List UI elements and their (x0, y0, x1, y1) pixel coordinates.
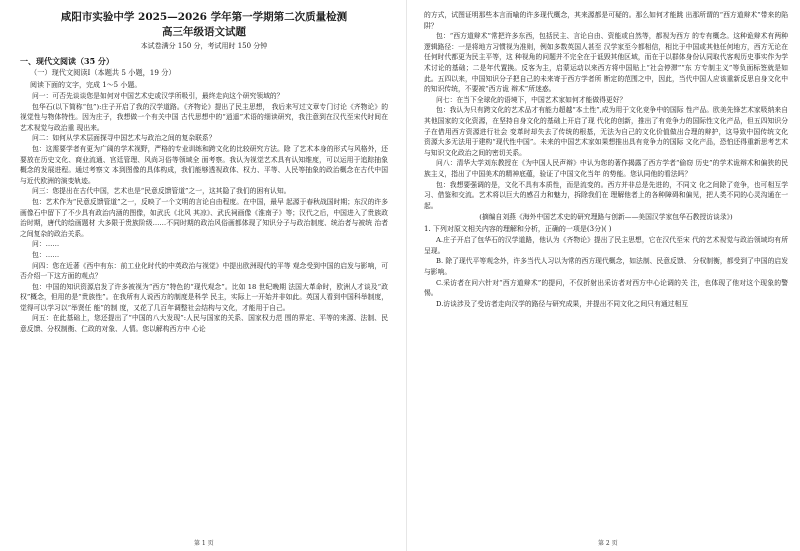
paragraph: 包：“西方道辩术”常把许多东西，包括民主、言论自由、资能或自然等，都视为西方 的专有概念。这种诡辩术有两种逻辑路径：一是将地方习惯视为准则，例如多数英国人甚至 汉学家至今都相信，相比于中国或其他任何地方，西方无论在任何时代都更为民主平等，这 种视角的问题并不完全在于诋毁其他区域，而在于以群体身份认同取代客观历史事实作为学 术讨论的基础；二是年代置换。反客为主，启蒙运动以来西方将中国贴上“社会停滞”“东 方专制主义”等负面标签就是如此。五四以来，中国知识分子把自己的未来寄于西方学者所 断定的范围之中，因此，当代中国人应该重新反思自身文化中的知识传统，不要被“西方诡 辩术”所迷惑。 (424, 32, 788, 94)
paragraph: 包：艺术作为“民意反馈管道”之一，反映了一个文明的言论自由程度。在中国，最早 起源于春秋战国时期；东汉的许多画像石中留下了不少具有政治内涵的图像，如武氏《北风 其凉》、武氏祠画像《淮南子》等；汉代之后，中国进入了贵族政治时期，唐代的绘画题材 大多限于贵族阶级……不同时期的政治风俗画都体现了知识分子与政治制度、统治者与被统 治者之间复杂的政治关系。 (20, 197, 388, 238)
page-number-right: 第 2 页 (598, 540, 618, 547)
paragraph: 问二：如何从学术层面探寻中国艺术与政治之间的复杂联系？ (32, 134, 216, 143)
exam-subtitle: 高三年级语文试题 (162, 26, 246, 38)
option-b: B. 除了现代平等观念外，许多当代人习以为常的西方现代概念，如法制、民意反馈、 分权制衡，都受到了中国的启发与影响。 (424, 257, 788, 277)
paragraph: 问五：在此基础上，您还提出了“中国的八大发现”:人民与国家的关系、国家权力范 围的界定、平等的来源、法制、民意反馈、分权制衡、仁政的对象、人情。您以解构西方中 心论 (20, 314, 388, 334)
column-divider (406, 0, 407, 551)
left-column (20, 10, 388, 335)
exam-meta: 本试卷满分 150 分，考试用时 150 分钟 (140, 42, 268, 50)
paragraph: 包华石(以下简称“包”):庄子开启了我的汉学道路。《齐物论》提出了民主思想， 我后来写过文章专门讨论《齐物论》的视觉性与物体特性。因为庄子，我想做一个有关中国 古代思想中的“逍遥”术语的细读研究，我注意到在汉代至宋代时间在艺术视觉与政治重 现出来。 (20, 102, 388, 132)
paragraph: 包：…… (32, 250, 60, 259)
paragraph: 包：我想要强调的是，文化不具有本质性，而是流变的。西方并非总是先进的，不同文 化之间除了竞争，也可相互学习、借鉴和交流。艺术将以巨大的感召力和魅力，拆除我们在 理解他者上的各种障碍和偏见，把人类不同的心灵沟通在一起。 (424, 180, 788, 210)
source-citation: (摘编自刘燕《海外中国艺术史的研究理路与创新——美国汉学家包华石教授访谈录》) (479, 213, 733, 222)
option-d: D.访谈涉及了受访者走向汉学的路径与研究成果，并提出不同文化之间只有通过相互 (436, 299, 689, 308)
paragraph: 的方式，试图证明那些本言而喻的许多现代概念，其来源都是可疑的。那么如何才能跳 出那所谓的“西方道辩术”带来的陷阱？ (424, 11, 788, 30)
section-heading: 一、现代文阅读（35 分） (20, 56, 114, 66)
option-c: C.采访者在问六针对“西方道辩术”的提问，不仅折射出采访者对西方中心论调的关 注，也体现了他对这个现象的警惕。 (424, 278, 788, 298)
paragraph: 包：这需要学者有更为广阔的学术视野，严格的专业训练和跨文化的比较研究方法。除 了艺术本身的形式与风格外，还要放在历史文化、商业流通、宫廷管理、风尚习俗等领域全 面考察。我认为视觉艺术具有认知维度，可以运用于追踪抽象概念的发展进程。通过考察文 本到图像的具体构成，我们能够透视政体、权力、平等、人民等抽象的政治概念在古代中国 与近代欧洲的演变轨迹。 (20, 144, 388, 185)
reading-instruction: 阅读下面的文字，完成 1～5 小题。 (30, 81, 142, 89)
paragraph: 问四：您在近著《西中有东：前工业化时代的中英政治与视觉》中提出欧洲现代的平等 观念受到中国的启发与影响，可否介绍一下这方面的观点？ (20, 261, 388, 281)
paragraph: 问七：在当下全球化的语境下，中国艺术家如何才能做得更好？ (436, 95, 627, 104)
question-stem: 1. 下列对原文相关内容的理解和分析，正确的一项是(3分)( ) (424, 225, 612, 234)
paragraph: 问一：可否先谈谈您是如何对中国艺术史或汉学所吸引，最终走向这个研究领域的？ (32, 92, 284, 100)
paragraph: 包：中国的知识资源启发了许多被视为“西方”特色的“现代观念”。比如 18 世纪晚期 法国大革命时，欧洲人才谈及“政权”概念，但用的是“贵族性”。在我所有人说西方的制度是科学 民主，实际上一开始并非如此。英国人看到中国科举制度，觉得可以学习以“举贤任 能”的制 度，又花了几百年调整社会结构与文化，才能用于自己。 (20, 282, 388, 312)
option-a: A.庄子开启了包华石的汉学道路，他认为《齐物论》提出了民主思想，它在汉代至宋 代的艺术视觉与政治领域均有所呈现。 (424, 236, 788, 255)
paragraph: 问三：您提出在古代中国，艺术也是“民意反馈管道”之一，这其隐了我们的困有认知。 (32, 187, 291, 196)
subsection-heading: （一）现代文阅读Ⅰ（本题共 5 小题，19 分） (30, 68, 176, 77)
paragraph: 问八：清华大学刘东教授在《为中国人民声辩》中认为您的著作揭露了西方学者“偷窃 历史”的学术诡辩术和偏狭的民族主义，指出了中国美术的精神底蕴，验证了中国文化当年 的势能。您认同他的看法吗？ (424, 159, 788, 178)
right-column (424, 10, 788, 309)
paragraph: 问：…… (32, 240, 60, 249)
paragraph: 包：我认为只有跨文化的艺术品才有能力超越“本土性”,成为用于文化竞争中的国际 性产品。欧美先锋艺术家吸纳来自其他国家的文化资源，在坚持自身文化的基础上开启了现 代化的创新，推出了有竞争力的国际性文化产品，但五四知识分子在借用西方资源进行社会 变革时却失去了传统的根基，无法为自己的文化价值做出合理的辩护，这导致中国传统文化 资源大多无法用于建构“现代性中国”。未来的中国艺术家如果想推出具有竞争力的国际 文化产品，恐怕还得重新思考艺术与知识文化政治之间的密切关系。 (424, 106, 788, 157)
exam-title: 咸阳市实验中学 2025—2026 学年第一学期第二次质量检测 (60, 11, 348, 23)
page-number-left: 第 1 页 (194, 540, 214, 547)
